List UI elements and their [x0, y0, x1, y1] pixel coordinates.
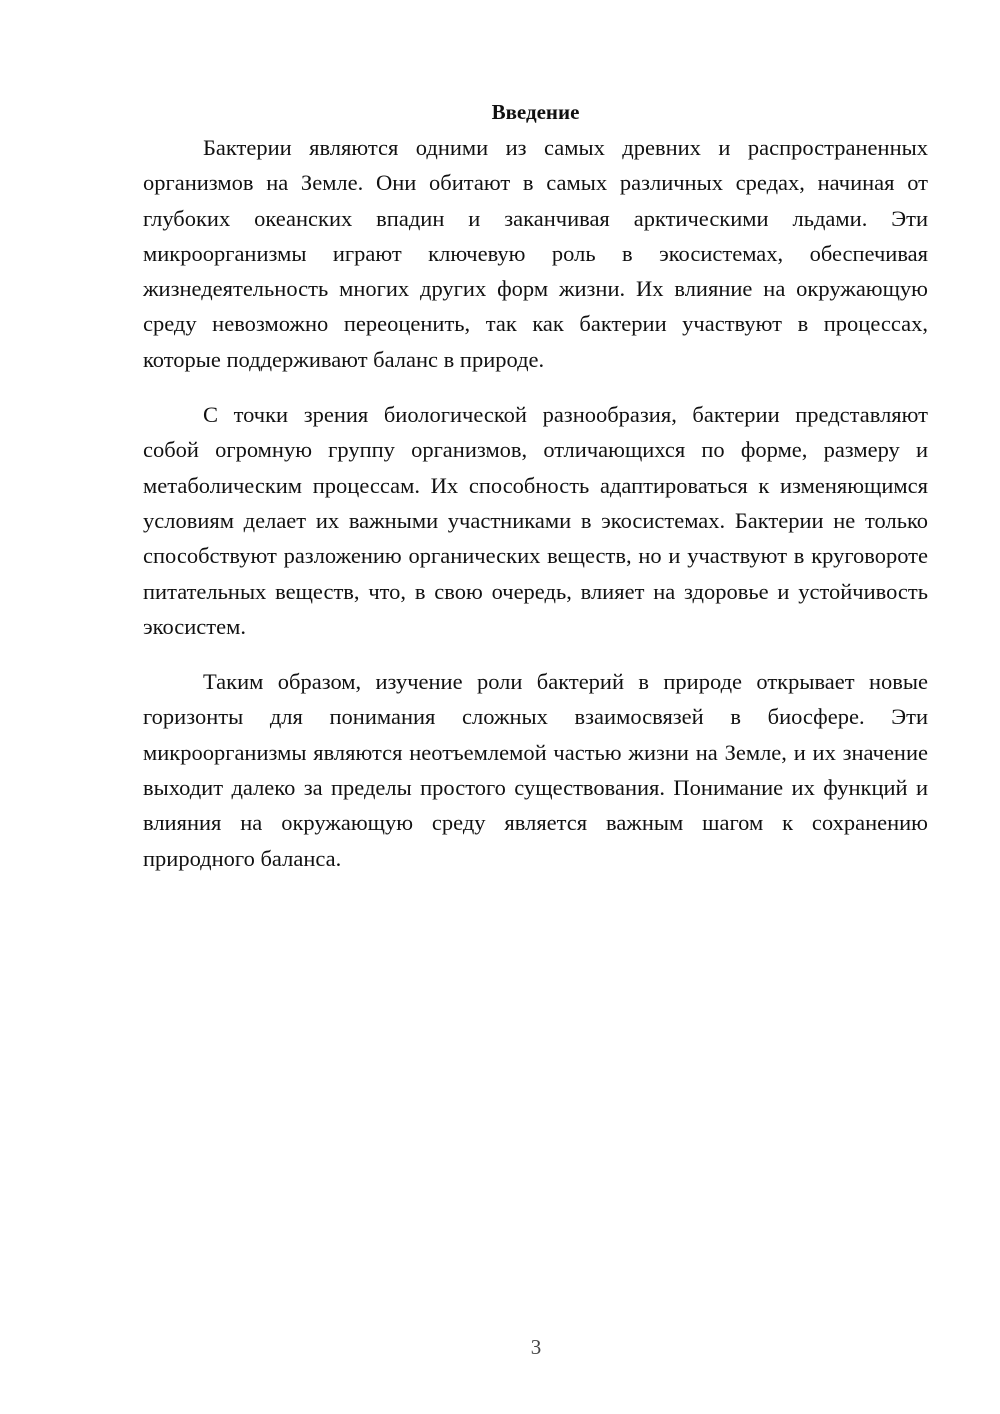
- paragraph-2: С точки зрения биологической разнообразия, бактерии представляют собой огромную группу организмов, отличающихся по форме, размеру и метаболическим процессам. Их способность адаптироваться к изменяющимся условиям делает их важными участниками в экосистемах. Бактерии не только способствуют разложению органических веществ, но и участвуют в круговороте питательных веществ, что, в свою очередь, влияет на здоровье и устойчивость экосистем.: [143, 402, 928, 639]
- page-number: 3: [530, 1335, 542, 1359]
- page-content: [143, 95, 928, 896]
- paragraph-1: Бактерии являются одними из самых древних и распространенных организмов на Земле. Они обитают в самых различных средах, начиная от глубоких океанских впадин и заканчивая арктическими льдами. Эти микроорганизмы играют ключевую роль в экосистемах, обеспечивая жизнедеятельность многих других форм жизни. Их влияние на окружающую среду невозможно переоценить, так как бактерии участвуют в процессах, которые поддерживают баланс в природе.: [143, 135, 928, 372]
- paragraph-3: Таким образом, изучение роли бактерий в природе открывает новые горизонты для понимания сложных взаимосвязей в биосфере. Эти микроорганизмы являются неотъемлемой частью жизни на Земле, и их значение выходит далеко за пределы простого существования. Понимание их функций и влияния на окружающую среду является важным шагом к сохранению природного баланса.: [143, 669, 928, 871]
- section-title: Введение: [491, 100, 580, 124]
